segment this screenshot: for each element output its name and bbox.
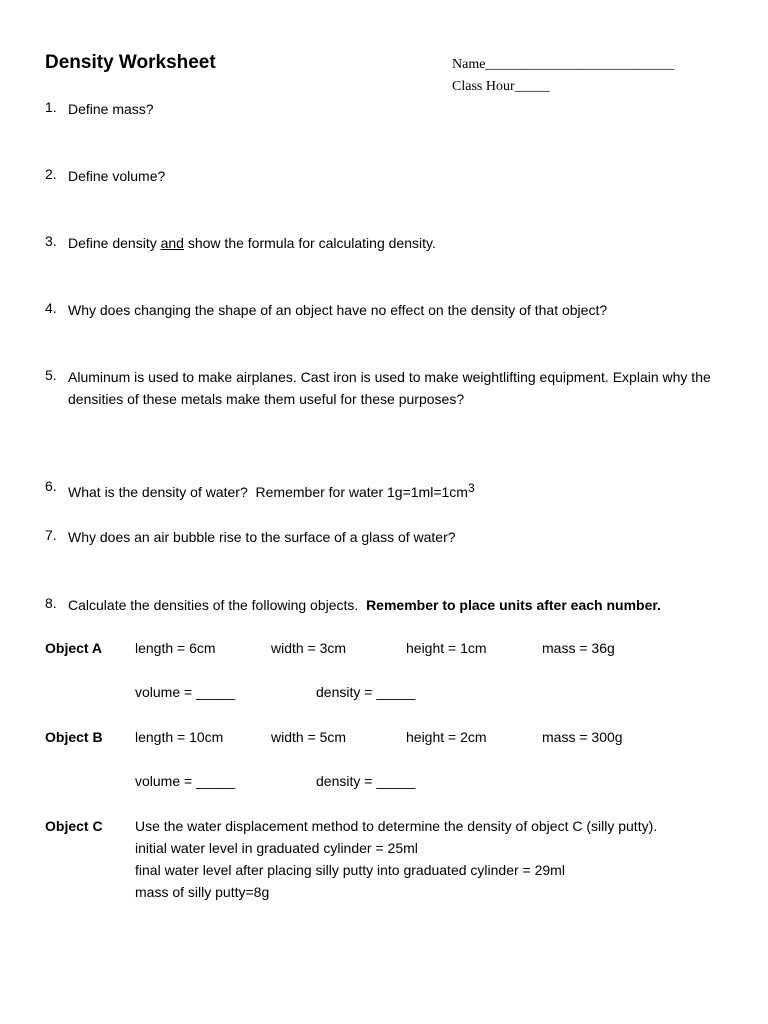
question-text-before: Define density bbox=[68, 235, 161, 251]
underlined-word: and bbox=[160, 235, 184, 251]
object-label: Object A bbox=[45, 640, 103, 656]
object-length: length = 10cm bbox=[135, 729, 224, 745]
question-text: Why does changing the shape of an object have no effect on the density of that object? bbox=[68, 302, 608, 318]
object-label: Object B bbox=[45, 729, 103, 745]
question-text: Aluminum is used to make airplanes. Cast iron is used to make weightlifting equipment. Explain why the densities of these metals make them useful for these purposes? bbox=[68, 369, 711, 407]
object-mass: mass = 300g bbox=[542, 729, 623, 745]
question-text-after: show the formula for calculating density. bbox=[183, 235, 436, 251]
class-hour-field: Class Hour_____ bbox=[452, 79, 550, 94]
object-width: width = 5cm bbox=[271, 729, 347, 745]
object-height: height = 1cm bbox=[406, 640, 487, 656]
object-width: width = 3cm bbox=[271, 640, 347, 656]
question-text: Define mass? bbox=[68, 101, 154, 117]
object-density-blank: density = _____ bbox=[316, 773, 416, 789]
object-mass: mass = 36g bbox=[542, 640, 615, 656]
object-c-mass: mass of silly putty=8g bbox=[135, 884, 270, 900]
question-number: 6. bbox=[45, 478, 57, 494]
question-text: Why does an air bubble rise to the surface of a glass of water? bbox=[68, 529, 456, 545]
object-height: height = 2cm bbox=[406, 729, 487, 745]
object-volume-blank: volume = _____ bbox=[135, 684, 236, 700]
object-c-initial-level: initial water level in graduated cylinder = 25ml bbox=[135, 840, 418, 856]
question-number: 8. bbox=[45, 595, 57, 611]
worksheet-title: Density Worksheet bbox=[45, 52, 216, 73]
question-number: 3. bbox=[45, 233, 57, 249]
name-field: Name___________________________ bbox=[452, 57, 675, 72]
question-text: Define volume? bbox=[68, 168, 166, 184]
question-text-main: Calculate the densities of the following objects. bbox=[68, 597, 359, 613]
object-length: length = 6cm bbox=[135, 640, 216, 656]
question-text bbox=[68, 232, 436, 254]
question-number: 5. bbox=[45, 367, 57, 383]
question-text-main: What is the density of water? Remember for water 1g=1ml=1cm bbox=[68, 484, 468, 500]
question-number: 1. bbox=[45, 99, 57, 115]
question-number: 7. bbox=[45, 527, 57, 543]
question-text bbox=[68, 481, 475, 503]
superscript: 3 bbox=[467, 481, 475, 495]
object-c-final-level: final water level after placing silly putty into graduated cylinder = 29ml bbox=[135, 862, 565, 878]
object-density-blank: density = _____ bbox=[316, 684, 416, 700]
question-text bbox=[68, 594, 661, 616]
question-number: 2. bbox=[45, 166, 57, 182]
bold-reminder: Remember to place units after each number. bbox=[366, 597, 661, 613]
object-c-instructions: Use the water displacement method to determine the density of object C (silly putty). bbox=[135, 818, 658, 834]
object-label: Object C bbox=[45, 818, 103, 834]
object-volume-blank: volume = _____ bbox=[135, 773, 236, 789]
question-number: 4. bbox=[45, 300, 57, 316]
